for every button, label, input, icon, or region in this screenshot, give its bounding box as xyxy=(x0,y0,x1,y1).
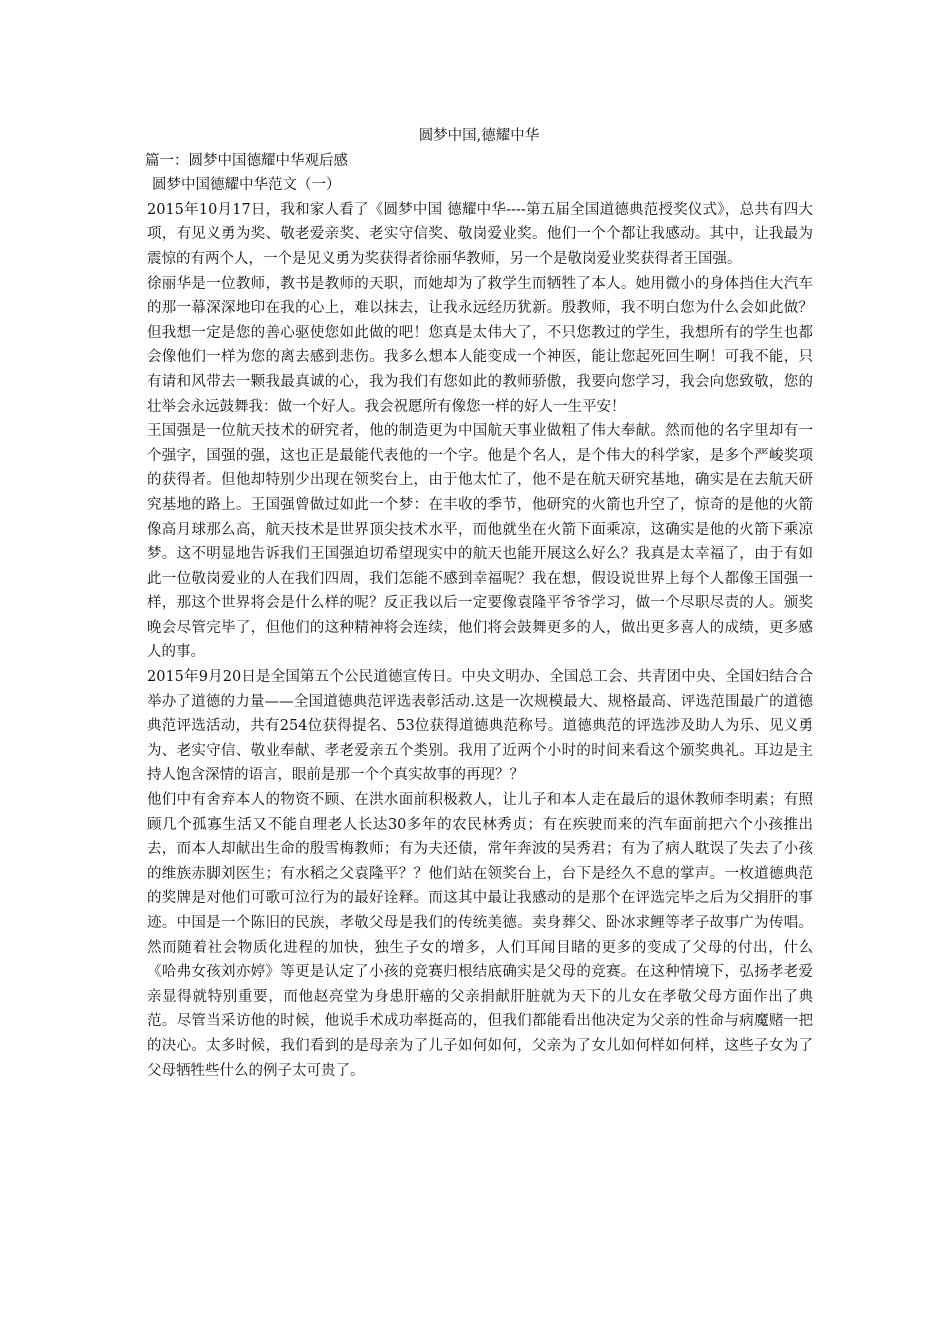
paragraph-3: 王国强是一位航天技术的研究者，他的制造更为中国航天事业做粗了伟大奉献。然而他的名字里却有一个强字，国强的强，这也正是最能代表他的一个字。他是个名人，是个伟大的科学家，是多个严峻奖项的获得者。但他却特别少出现在领奖台上，由于他太忙了，他不是在航天研究基地，确实是在去航天研究基地的路上。王国强曾做过如此一个梦：在丰收的季节，他研究的火箭也升空了，惊奇的是他的火箭像高月球那么高，航天技术是世界顶尖技术水平，而他就坐在火箭下面乘凉，这确实是他的火箭下乘凉梦。这不明显地告诉我们王国强迫切希望现实中的航天也能开展这么好么？我真是太幸福了，由于有如此一位敬岗爱业的人在我们四周，我们怎能不感到幸福呢？我在想，假设说世界上每个人都像王国强一样，那这个世界将会是什么样的呢？反正我以后一定要像袁隆平爷爷学习，做一个尽职尽责的人。颁奖晚会尽管完毕了，但他们的这种精神将会连续，他们将会鼓舞更多的人，做出更多喜人的成绩，更多感人的事。 xyxy=(147,423,813,661)
document-body xyxy=(145,124,813,1083)
paragraph-4: 2015年9月20日是全国第五个公民道德宣传日。中央文明办、全国总工会、共青团中央、全国妇结合合举办了道德的力量——全国道德典范评选表彰活动.这是一次规模最大、规格最高、评选范围最广的道德典范评选活动，共有254位获得提名、53位获得道德典范称号。道德典范的评选涉及助人为乐、见义勇为、老实守信、敬业奉献、孝老爱亲五个类别。我用了近两个小时的时间来看这个颁奖典礼。耳边是主持人饱含深情的语言，眼前是那一个个真实故事的再现？？ xyxy=(147,669,813,784)
subheading: 圆梦中国德耀中华范文（一） xyxy=(152,177,341,194)
paragraph-5: 他们中有舍弃本人的物资不顾、在洪水面前积极救人，让儿子和本人走在最后的退休教师李明素；有照顾几个孤寡生活又不能自理老人长达30多年的农民林秀贞；有在疾驶而来的汽车面前把六个小孩推出去，而本人却献出生命的殷雪梅教师；有为夫还债，常年奔波的吴秀君；有为了病人耽误了失去了小孩的维族赤脚刘医生；有水稻之父袁隆平？？他们站在领奖台上，台下是经久不息的掌声。一枚道德典范的奖牌是对他们可歌可泣行为的最好诠释。而这其中最让我感动的是那个在评选完毕之后为父捐肝的事迹。中国是一个陈旧的民族，孝敬父母是我们的传统美德。卖身葬父、卧冰求鲤等孝子故事广为传唱。然而随着社会物质化进程的加快，独生子女的增多，人们耳闻目睹的更多的变成了父母的付出，什么《哈弗女孩刘亦婷》等更是认定了小孩的竞赛归根结底确实是父母的竞赛。在这种情境下，弘扬孝老爱亲显得就特别重要，而他赵亮堂为身患肝癌的父亲捐献肝脏就为天下的儿女在孝敬父母方面作出了典范。尽管当采访他的时候，他说手术成功率挺高的，但我们都能看出他决定为父亲的性命与病魔赌一把的决心。太多时候，我们看到的是母亲为了儿子如何如何，父亲为了女儿如何样如何样，这些子女为了父母牺牲些什么的例子太可贵了。 xyxy=(147,792,813,1079)
paragraph-1: 2015年10月17日，我和家人看了《圆梦中国 德耀中华----第五届全国道德典范授奖仪式》，总共有四大项，有见义勇为奖、敬老爱亲奖、老实守信奖、敬岗爱业奖。他们一个个都让我感动。其中，让我最为震惊的有两个人，一个是见义勇为奖获得者徐丽华教师，另一个是敬岗爱业奖获得者王国强。 xyxy=(147,201,813,267)
paragraph-2: 徐丽华是一位教师，教书是教师的天职，而她却为了救学生而牺牲了本人。她用微小的身体挡住大汽车的那一幕深深地印在我的心上，难以抹去，让我永远经历犹新。殷教师，我不明白您为什么会如此做？但我想一定是您的善心驱使您如此做的吧！您真是太伟大了，不只您教过的学生，我想所有的学生也都会像他们一样为您的离去感到悲伤。我多么想本人能变成一个神医，能让您起死回生啊！可我不能，只有请和风带去一颗我最真诚的心，我为我们有您如此的教师骄傲，我要向您学习，我会向您致敬，您的壮举会永远鼓舞我：做一个好人。我会祝愿所有像您一样的好人一生平安！ xyxy=(147,275,813,415)
section-heading: 篇一：圆梦中国德耀中华观后感 xyxy=(145,152,348,169)
document-title: 圆梦中国,德耀中华 xyxy=(418,128,540,144)
